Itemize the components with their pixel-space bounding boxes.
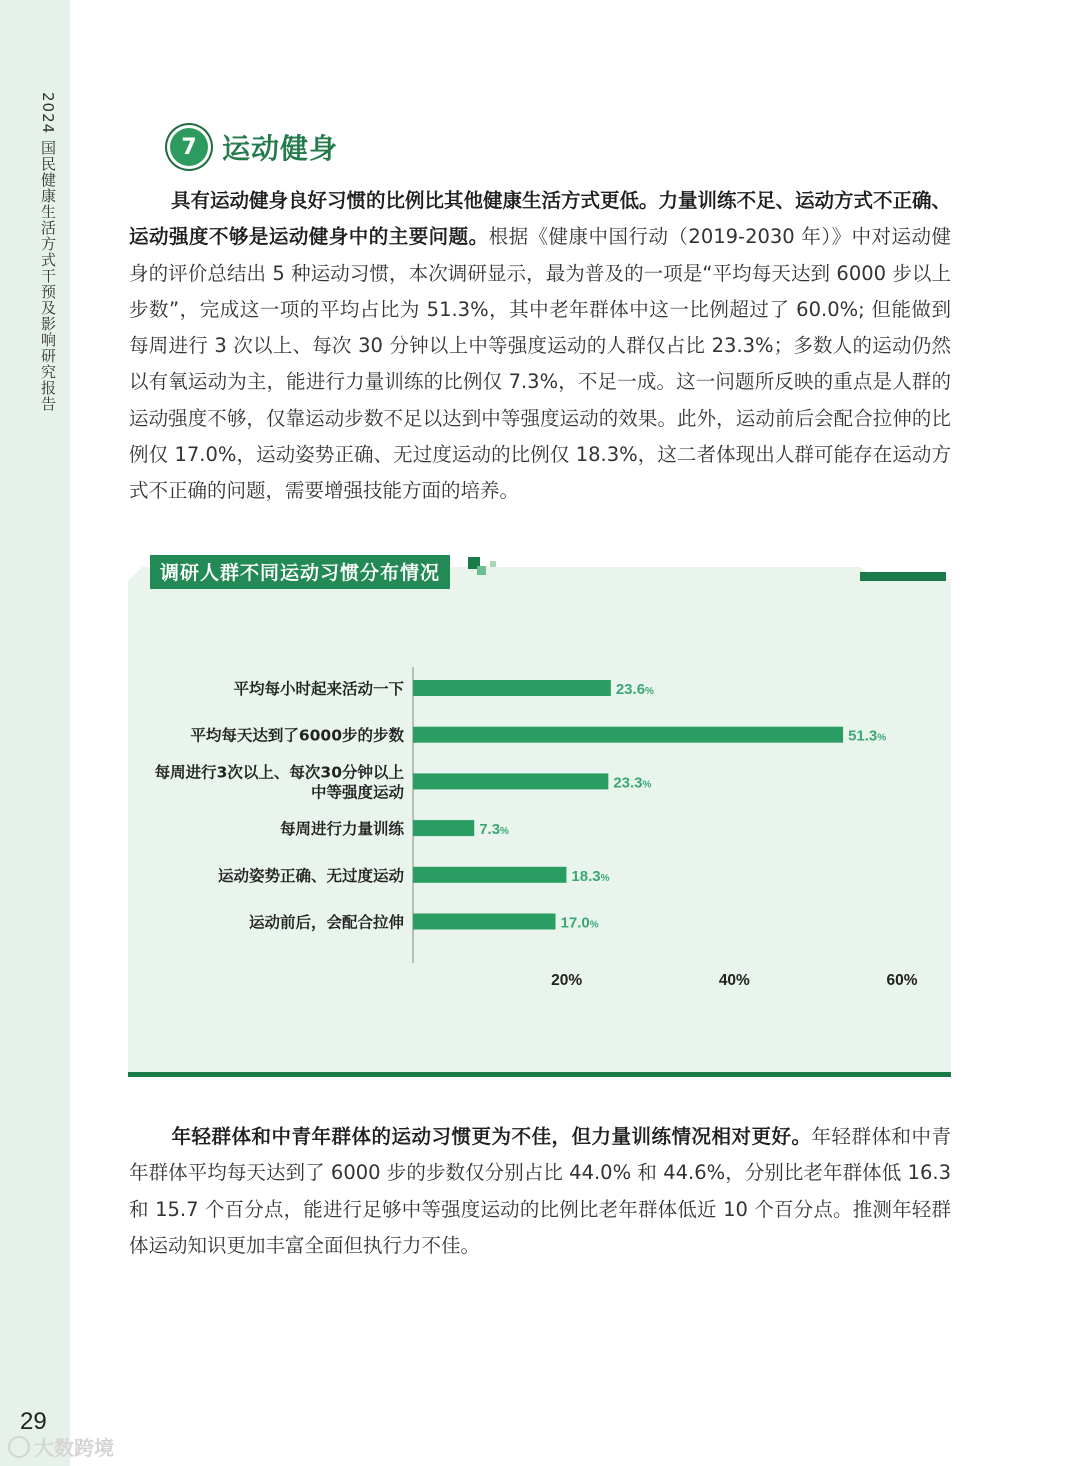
paragraph-2-lead: 年轻群体和中青年群体的运动习惯更为不佳，但力量训练情况相对更好。 — [171, 1125, 812, 1148]
category-label: 平均每天达到了6000步的步数 — [190, 726, 404, 745]
data-label: 23.6% — [615, 681, 654, 698]
bar — [413, 773, 608, 789]
category-label: 每周进行3次以上、每次30分钟以上 — [154, 763, 404, 782]
section-number-badge: 7 — [170, 128, 208, 166]
bar — [413, 820, 474, 836]
category-label: 中等强度运动 — [310, 783, 404, 802]
data-label: 23.3% — [613, 774, 652, 792]
watermark-logo-icon — [8, 1436, 30, 1458]
data-label: 18.3% — [571, 867, 610, 885]
category-label: 每周进行力量训练 — [279, 820, 404, 839]
category-label: 运动姿势正确、无过度运动 — [217, 866, 404, 885]
page-number: 29 — [20, 1408, 47, 1435]
paragraph-1-lead: 具有运动健身良好习惯的比例比其他健康生活方式更低。力量训练不足、运动方式不正确、运动强度不够是运动健身中的主要问题。 — [129, 189, 952, 249]
data-label: 7.3% — [479, 821, 509, 839]
data-label: 17.0% — [560, 914, 599, 932]
x-tick-label: 40% — [718, 972, 750, 989]
watermark — [8, 1432, 114, 1461]
bar — [413, 867, 566, 883]
section-title: 运动健身 — [222, 132, 339, 165]
bar-chart — [128, 567, 951, 1077]
watermark-text: 大数跨境 — [34, 1436, 114, 1460]
section-heading — [170, 127, 338, 167]
chart-panel — [128, 562, 951, 1077]
paragraph-1-body: 根据《健康中国行动（2019-2030 年）》中对运动健身的评价总结出 5 种运动习惯，本次调研显示，最为普及的一项是“平均每天达到 6000 步以上步数”，完成这一项的平均占比为 51.3%，其中老年群体中这一比例超过了 60.0%; 但能做到每周进行 3 次以上、每次 30 分钟以上中等强度运动的人群仅占比 23.3%；多数人的运动仍然以有氧运动为主，能进行力量训练的比例仅 7.3%，不足一成。这一问题所反映的重点是人群的运动强度不够，仅靠运动步数不足以达到中等强度运动的效果。此外，运动前后会配合拉伸的比例仅 17.0%，运动姿势正确、无过度运动的比例仅 18.3%，这二者体现出人群可能存在运动方式不正确的问题，需要增强技能方面的培养。 — [129, 225, 951, 503]
bar — [413, 914, 556, 930]
bar — [413, 727, 843, 743]
x-tick-label: 20% — [551, 972, 583, 989]
running-header: 2024 国民健康生活方式干预及影响研究报告 — [39, 92, 57, 412]
category-label: 运动前后，会配合拉伸 — [248, 913, 404, 932]
paragraph-2-body: 年轻群体和中青年群体平均每天达到了 6000 步的步数仅分别占比 44.0% 和 44.6%，分别比老年群体低 16.3 和 15.7 个百分点，能进行足够中等强度运动的比例比老年群体低近 10 个百分点。推测年轻群体运动知识更加丰富全面但执行力不佳。 — [129, 1125, 951, 1257]
chart-title: 调研人群不同运动习惯分布情况 — [150, 555, 450, 589]
paragraph-2 — [129, 1119, 951, 1264]
category-label: 平均每小时起来活动一下 — [233, 680, 404, 698]
x-tick-label: 60% — [886, 972, 918, 989]
paragraph-1 — [129, 183, 951, 510]
side-band — [0, 0, 70, 1466]
bar — [413, 680, 611, 696]
data-label: 51.3% — [848, 727, 887, 745]
